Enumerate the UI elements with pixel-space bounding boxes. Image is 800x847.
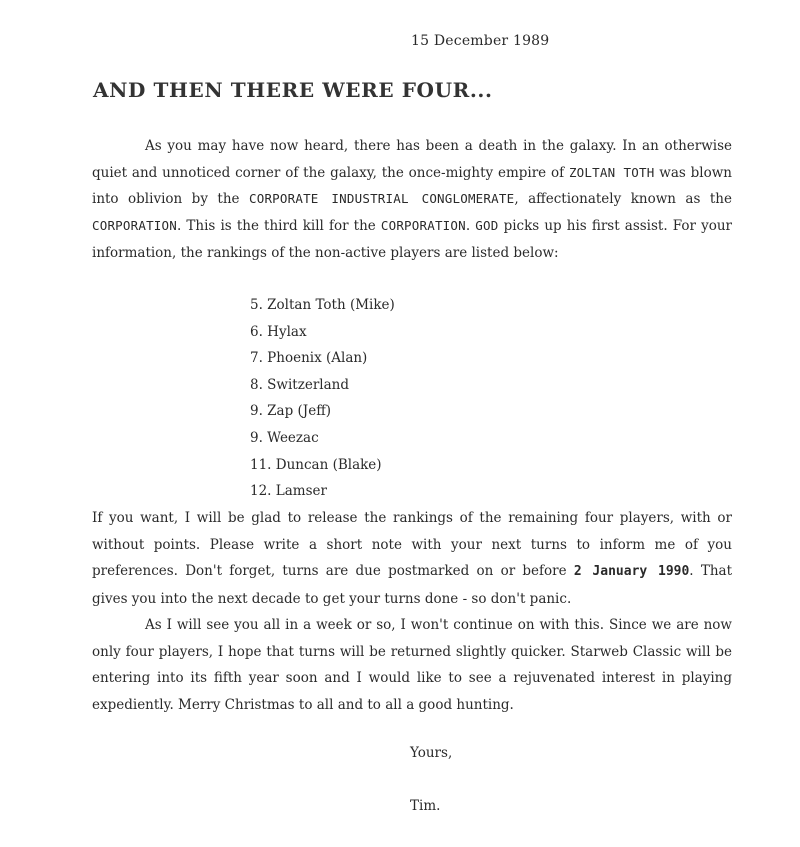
letter-date: 15 December 1989 bbox=[411, 33, 550, 49]
empire-name-corporation-2: CORPORATION bbox=[380, 218, 466, 234]
paragraph-intro-text-3: , affectionately known as the bbox=[514, 191, 732, 208]
letter-title: AND THEN THERE WERE FOUR... bbox=[93, 78, 493, 102]
paragraph-holiday: As I will see you all in a week or so, I won't continue on with this. Since we are now only four players, I hope that turns will be returned slightly quicker. Starweb Classic will be entering into its fifth year soon and I would like to see a rejuvenated interest in playing expediently. Merry Christmas to all and to all a good hunting. bbox=[92, 617, 732, 714]
paragraph-intro-text-4: . This is the third kill for the bbox=[176, 218, 381, 235]
paragraph-rankings-offer bbox=[92, 505, 732, 613]
paragraph-rankings-offer-text-2: . That gives you into the next decade to get your turns done - so don't panic. bbox=[92, 563, 732, 608]
empire-name-zoltan-toth: ZOLTAN TOTH bbox=[568, 164, 655, 180]
ranking-item: 7. Phoenix (Alan) bbox=[250, 350, 368, 367]
ranking-item: 6. Hylax bbox=[250, 323, 307, 340]
ranking-item: 12. Lamser bbox=[250, 483, 327, 500]
ranking-item: 5. Zoltan Toth (Mike) bbox=[250, 297, 395, 313]
paragraph-intro-text-6: picks up his first assist. For your information, the rankings of the non-active players are listed below: bbox=[92, 218, 732, 261]
paragraph-rankings-offer-text-1: If you want, I will be glad to release the rankings of the remaining four players, with or without points. Please write a short note with your next turns to inform me of you preferences. Don't forget, turns are due postmarked on or before bbox=[92, 510, 732, 580]
letter-signature: Tim. bbox=[410, 798, 441, 814]
empire-name-corporation: CORPORATION bbox=[92, 218, 177, 234]
paragraph-intro-text-1: As you may have now heard, there has been a death in the galaxy. In an otherwise quiet and unnoticed corner of the galaxy, the once-mighty empire of bbox=[92, 138, 732, 181]
paragraph-intro-text-2: was blown into oblivion by the bbox=[92, 164, 733, 208]
ranking-item: 11. Duncan (Blake) bbox=[250, 456, 382, 473]
letter-closing: Yours, bbox=[410, 745, 453, 761]
empire-name-corporate-industrial-conglomerate: CORPORATE INDUSTRIAL CONGLOMERATE bbox=[249, 191, 515, 207]
paragraph-intro-text-5: . bbox=[465, 218, 476, 235]
ranking-item: 9. Zap (Jeff) bbox=[250, 403, 332, 420]
ranking-item: 8. Switzerland bbox=[250, 376, 349, 393]
rankings-list bbox=[250, 292, 395, 505]
empire-name-god: GOD bbox=[475, 218, 499, 234]
ranking-item: 9. Weezac bbox=[250, 429, 319, 446]
paragraph-intro bbox=[92, 133, 732, 267]
turn-due-date: 2 January 1990 bbox=[573, 564, 690, 580]
